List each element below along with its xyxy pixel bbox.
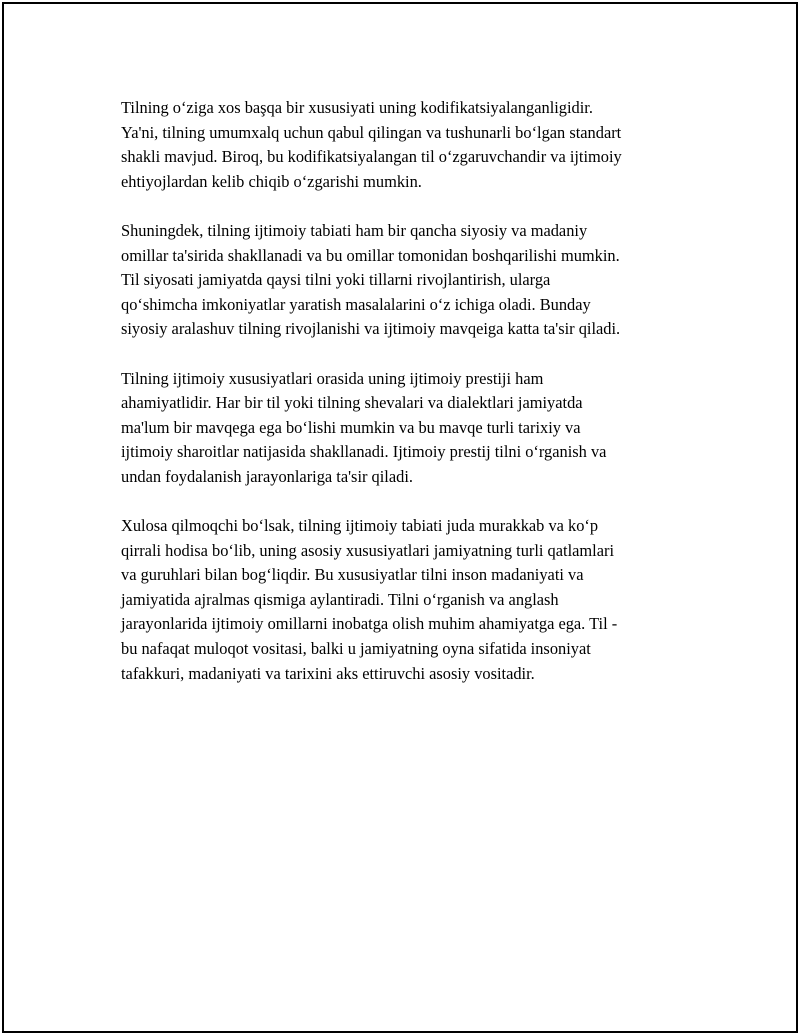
- paragraph-2: [121, 219, 701, 342]
- text-line: bu nafaqat muloqot vositasi, balki u jamiyatning oyna sifatida insoniyat: [121, 639, 591, 659]
- text-line: siyosiy aralashuv tilning rivojlanishi va ijtimoiy mavqeiga katta ta'sir qiladi.: [121, 319, 621, 339]
- text-line: Shuningdek, tilning ijtimoiy tabiati ham bir qancha siyosiy va madaniy: [121, 220, 588, 240]
- text-line: qirrali hodisa bo‘lib, uning asosiy xususiyatlari jamiyatning turli qatlamlari: [121, 540, 614, 560]
- paragraph-4: [121, 514, 701, 686]
- text-line: ahamiyatlidir. Har bir til yoki tilning shevalari va dialektlari jamiyatda: [121, 393, 583, 413]
- text-line: jamiyatida ajralmas qismiga aylantiradi. Tilni o‘rganish va anglash: [121, 589, 559, 609]
- text-line: omillar ta'sirida shakllanadi va bu omillar tomonidan boshqarilishi mumkin.: [121, 245, 620, 265]
- text-line: Tilning o‘ziga xos başqa bir xususiyati uning kodifikatsiyalanganligidir.: [121, 98, 593, 117]
- text-line: ehtiyojlardan kelib chiqib o‘zgarishi mumkin.: [121, 171, 422, 191]
- text-line: undan foydalanish jarayonlariga ta'sir qiladi.: [121, 466, 413, 486]
- text-line: ijtimoiy sharoitlar natijasida shakllanadi. Ijtimoiy prestij tilni o‘rganish va: [121, 442, 607, 462]
- text-line: va guruhlari bilan bog‘liqdir. Bu xususiyatlar tilni inson madaniyati va: [121, 565, 584, 585]
- text-line: shakli mavjud. Biroq, bu kodifikatsiyalangan til o‘zgaruvchandir va ijtimoiy: [121, 147, 622, 167]
- text-line: ma'lum bir mavqega ega bo‘lishi mumkin va bu mavqe turli tarixiy va: [121, 417, 581, 437]
- page-frame: [2, 2, 798, 1033]
- text-line: Xulosa qilmoqchi bo‘lsak, tilning ijtimoiy tabiati juda murakkab va ko‘p: [121, 516, 599, 536]
- text-line: jarayonlarida ijtimoiy omillarni inobatga olish muhim ahamiyatga ega. Til -: [121, 614, 618, 634]
- text-line: Ya'ni, tilning umumxalq uchun qabul qilingan va tushunarli bo‘lgan standart: [121, 122, 622, 142]
- paragraph-1: [121, 96, 701, 194]
- paragraph-3: [121, 367, 701, 490]
- text-line: Til siyosati jamiyatda qaysi tilni yoki tillarni rivojlantirish, ularga: [121, 270, 551, 290]
- text-line: qo‘shimcha imkoniyatlar yaratish masalalarini o‘z ichiga oladi. Bunday: [121, 294, 591, 314]
- text-line: Tilning ijtimoiy xususiyatlari orasida uning ijtimoiy prestiji ham: [121, 368, 544, 388]
- text-line: tafakkuri, madaniyati va tarixini aks ettiruvchi asosiy vositadir.: [121, 663, 535, 683]
- document-body: [121, 96, 701, 711]
